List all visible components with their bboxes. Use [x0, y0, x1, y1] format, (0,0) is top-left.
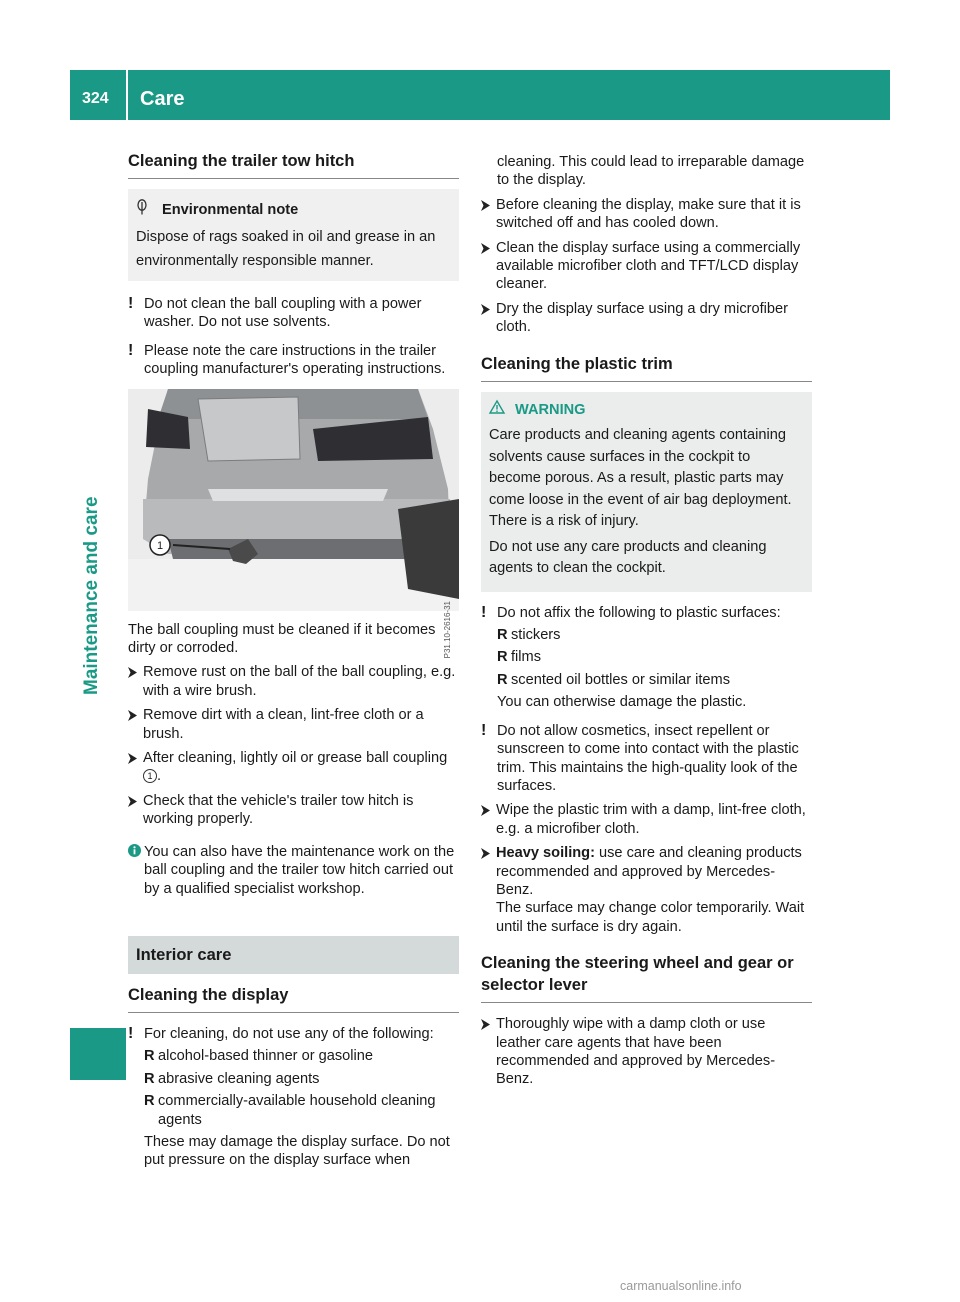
step-item: Before cleaning the display, make sure that it is switched off and has cooled down.	[481, 196, 812, 233]
display-cont-text: cleaning. This could lead to irreparable damage to the display.	[497, 154, 805, 189]
callout-1: 1	[143, 769, 157, 783]
bullet-icon: R	[144, 1093, 155, 1110]
step-item: Check that the vehicle's trailer tow hitch is working properly.	[128, 792, 459, 829]
caution-item: ! Do not clean the ball coupling with a power washer. Do not use solvents.	[128, 295, 422, 331]
list-item: R films	[497, 649, 541, 666]
step-item: Remove dirt with a clean, lint-free cloth or a brush.	[128, 706, 459, 743]
section-band-interior: Interior care	[128, 936, 459, 974]
arrow-icon	[481, 844, 496, 936]
exclamation-icon: !	[481, 721, 487, 739]
bullet-icon: R	[497, 649, 508, 666]
step-item: After cleaning, lightly oil or grease ball coupling 1 .	[128, 749, 459, 786]
photo-code: P31.10-2616-31	[443, 600, 452, 659]
right-column	[481, 153, 812, 1089]
arrow-icon	[481, 239, 496, 294]
caution-item: ! Do not allow cosmetics, insect repellent or sunscreen to come into contact with the plastic trim. This maintains the high-quality look of the surfaces.	[481, 721, 799, 794]
step-item: Dry the display surface using a dry microfiber cloth.	[481, 300, 812, 337]
section-heading-steering: Cleaning the steering wheel and gear or selector lever	[481, 952, 812, 1003]
bullet-icon: R	[144, 1048, 155, 1065]
arrow-icon	[481, 196, 496, 233]
watermark: carmanualsonline.info	[620, 1279, 742, 1293]
info-note: You can also have the maintenance work on the ball coupling and the trailer tow hitch carried out by a qualified specialist workshop.	[128, 843, 459, 898]
chapter-title: Care	[140, 88, 185, 110]
step-item: Wipe the plastic trim with a damp, lint-free cloth, e.g. a microfiber cloth.	[481, 801, 812, 838]
arrow-icon	[481, 801, 496, 838]
exclamation-icon: !	[481, 603, 487, 621]
section-heading-plastic: Cleaning the plastic trim	[481, 353, 812, 382]
step-item: Remove rust on the ball of the ball coupling, e.g. with a wire brush.	[128, 663, 459, 700]
bullet-icon: R	[497, 627, 508, 644]
arrow-icon	[128, 792, 143, 829]
caution-item: ! For cleaning, do not use any of the following:	[128, 1024, 434, 1042]
note-title: Environmental note	[162, 202, 299, 218]
info-icon	[128, 843, 144, 898]
leaf-icon	[136, 199, 148, 221]
page-header	[70, 70, 890, 120]
side-tab-marker	[70, 1028, 126, 1080]
display-tail-text: These may damage the display surface. Do not put pressure on the display surface when	[144, 1133, 450, 1169]
warning-title: WARNING	[515, 401, 586, 418]
environmental-note	[128, 189, 459, 281]
warning-triangle-icon	[489, 400, 505, 422]
arrow-icon	[481, 1015, 496, 1089]
ball-coupling-intro: The ball coupling must be cleaned if it becomes dirty or corroded.	[128, 621, 436, 657]
note-text: Dispose of rags soaked in oil and grease in an environmentally responsible manner.	[136, 229, 436, 269]
exclamation-icon: !	[128, 1024, 134, 1042]
header-separator	[126, 70, 128, 120]
step-item: Clean the display surface using a commercially available microfiber cloth and TFT/LCD display cleaner.	[481, 239, 812, 294]
section-heading-trailer: Cleaning the trailer tow hitch	[128, 150, 459, 179]
list-item: R commercially-available household cleaning agents	[144, 1093, 436, 1128]
heavy-soiling-label: Heavy soiling:	[496, 845, 595, 862]
arrow-icon	[128, 706, 143, 743]
caution-item: ! Please note the care instructions in the trailer coupling manufacturer's operating instructions.	[128, 341, 446, 378]
exclamation-icon: !	[128, 295, 134, 312]
caution-item: ! Do not affix the following to plastic surfaces:	[481, 603, 781, 621]
side-tab-title: Maintenance and care	[81, 496, 102, 695]
exclamation-icon: !	[128, 341, 134, 359]
bullet-icon: R	[144, 1070, 155, 1087]
arrow-icon	[128, 749, 143, 786]
plastic-tail-text: You can otherwise damage the plastic.	[497, 694, 747, 711]
arrow-icon	[128, 663, 143, 700]
arrow-icon	[481, 300, 496, 337]
warning-box	[481, 392, 812, 592]
warning-text: Care products and cleaning agents containing solvents cause surfaces in the cockpit to become porous. As a result, plastic parts may come loose in the event of air bag deployment. There is a risk of injury.	[489, 427, 792, 530]
bullet-icon: R	[497, 671, 508, 688]
warning-text: Do not use any care products and cleaning agents to clean the cockpit.	[489, 538, 767, 577]
list-item: R scented oil bottles or similar items	[497, 671, 730, 688]
photo-callout-1: 1	[156, 539, 164, 552]
step-item: Heavy soiling: use care and cleaning products recommended and approved by Mercedes-Benz. The surface may change color temporarily. Wait until the surface is dry again.	[481, 844, 812, 936]
step-item: Thoroughly wipe with a damp cloth or use leather care agents that have been recommended and approved by Mercedes-Benz.	[481, 1015, 812, 1089]
list-item: R alcohol-based thinner or gasoline	[144, 1048, 373, 1065]
list-item: R abrasive cleaning agents	[144, 1070, 320, 1087]
left-column	[128, 150, 459, 1170]
page-number: 324	[82, 90, 109, 107]
section-heading-display: Cleaning the display	[128, 984, 459, 1013]
list-item: R stickers	[497, 627, 561, 644]
